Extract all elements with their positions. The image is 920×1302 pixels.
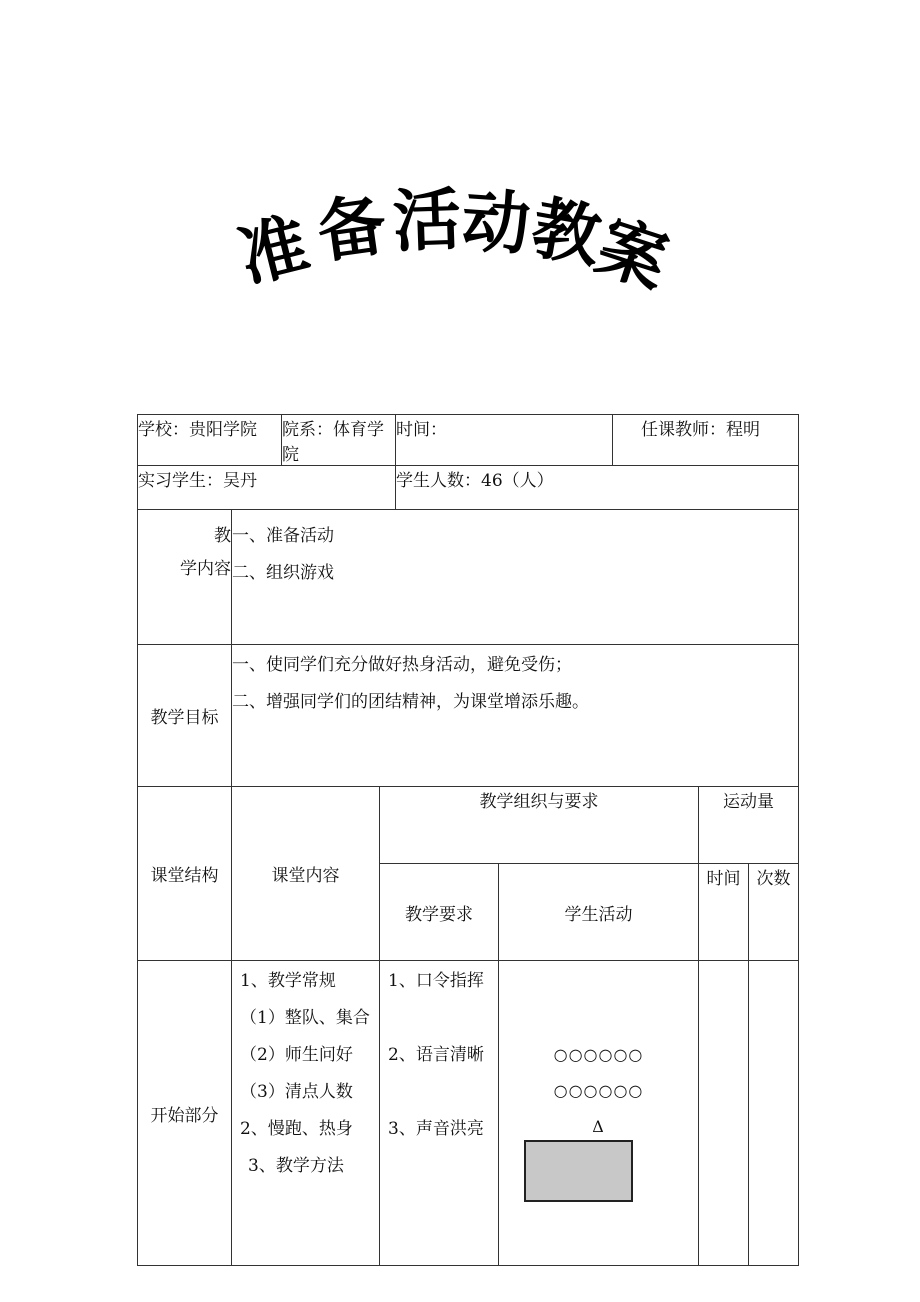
requirement-header-cell: 教学要求 bbox=[380, 864, 499, 961]
time-header-cell: 时间 bbox=[699, 864, 749, 961]
department-cell bbox=[282, 415, 396, 466]
teaching-goals-items bbox=[232, 645, 799, 787]
lesson-plan-table bbox=[137, 414, 799, 1266]
department-text: 院系：体育学院 bbox=[282, 420, 384, 465]
content-line: （2）师生问好 bbox=[240, 1045, 353, 1065]
activity-header-cell: 学生活动 bbox=[499, 864, 699, 961]
requirement-line: 1、口令指挥 bbox=[388, 971, 484, 991]
title-char-6: 案 bbox=[587, 207, 677, 304]
student-formation-cell bbox=[499, 961, 699, 1266]
count-text: 学生人数：46（人） bbox=[396, 471, 554, 491]
org-header-cell: 教学组织与要求 bbox=[380, 787, 699, 864]
header-row-1 bbox=[138, 415, 799, 466]
teacher-cell bbox=[613, 415, 799, 466]
goal-item: 二、增强同学们的团结精神，为课堂增添乐趣。 bbox=[232, 692, 589, 712]
school-text: 学校：贵阳学院 bbox=[138, 420, 257, 440]
content-item: 一、准备活动 bbox=[232, 526, 334, 546]
structure-header-row-1 bbox=[138, 787, 799, 864]
start-section-requirements bbox=[380, 961, 499, 1266]
times-header-cell: 次数 bbox=[749, 864, 799, 961]
formation-row: ○○○○○○ bbox=[553, 1081, 644, 1100]
teaching-goals-row bbox=[138, 645, 799, 787]
requirement-line: 3、声音洪亮 bbox=[388, 1119, 484, 1139]
time-text: 时间： bbox=[396, 420, 447, 440]
title-char-3: 活 bbox=[391, 180, 463, 263]
title-char-2: 备 bbox=[312, 185, 392, 274]
teaching-content-label: 教 学内容 bbox=[138, 510, 232, 645]
time-value-cell bbox=[699, 961, 749, 1266]
document-title bbox=[0, 0, 920, 400]
teaching-content-row bbox=[138, 510, 799, 645]
goal-item: 一、使同学们充分做好热身活动，避免受伤； bbox=[232, 655, 572, 675]
teacher-text: 任课教师：程明 bbox=[641, 420, 761, 440]
load-header-cell: 运动量 bbox=[699, 787, 799, 864]
requirement-line: 2、语言清晰 bbox=[388, 1045, 484, 1065]
title-char-5: 教 bbox=[525, 188, 607, 279]
title-char-4: 动 bbox=[459, 181, 533, 266]
teacher-marker: Δ bbox=[592, 1117, 605, 1136]
content-header-cell: 课堂内容 bbox=[232, 787, 380, 961]
content-line: （1）整队、集合 bbox=[240, 1008, 370, 1028]
time-cell bbox=[396, 415, 613, 466]
formation-row: ○○○○○○ bbox=[553, 1045, 644, 1064]
student-text: 实习学生：吴丹 bbox=[138, 471, 257, 491]
start-section-row bbox=[138, 961, 799, 1266]
grey-rectangle bbox=[524, 1140, 633, 1202]
student-cell bbox=[138, 466, 396, 510]
content-line: 3、教学方法 bbox=[248, 1156, 344, 1176]
content-line: 1、教学常规 bbox=[240, 971, 336, 991]
content-line: 2、慢跑、热身 bbox=[240, 1119, 353, 1139]
header-row-2 bbox=[138, 466, 799, 510]
count-cell bbox=[396, 466, 799, 510]
start-section-label: 开始部分 bbox=[138, 961, 232, 1266]
times-value-cell bbox=[749, 961, 799, 1266]
school-cell bbox=[138, 415, 282, 466]
content-line: （3）清点人数 bbox=[240, 1082, 353, 1102]
content-item: 二、组织游戏 bbox=[232, 563, 334, 583]
structure-header-cell: 课堂结构 bbox=[138, 787, 232, 961]
teaching-content-items bbox=[232, 510, 799, 645]
title-char-1: 准 bbox=[231, 204, 317, 299]
teaching-goals-label: 教学目标 bbox=[138, 645, 232, 787]
start-section-content bbox=[232, 961, 380, 1266]
